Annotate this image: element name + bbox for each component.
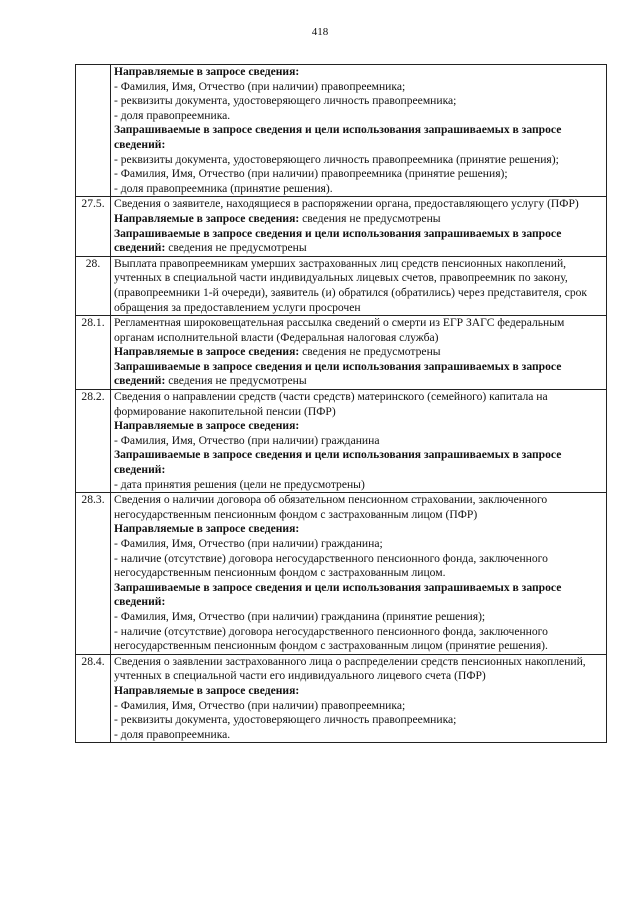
row-content [111, 316, 607, 390]
text-line [114, 655, 603, 684]
table-row [76, 256, 607, 315]
table-row [76, 390, 607, 493]
row-content [111, 493, 607, 655]
row-number: 28. [76, 256, 111, 315]
bold-text: Запрашиваемые в запросе сведения и цели использования запрашиваемых в запросе сведений: [114, 123, 562, 151]
bold-text: Запрашиваемые в запросе сведения и цели использования запрашиваемых в запросе сведений: [114, 448, 562, 477]
tail-text: сведения не предусмотрены [299, 211, 441, 225]
text-line [114, 625, 603, 654]
section-heading [114, 123, 603, 152]
text-line [114, 390, 603, 419]
plain-text: - Фамилия, Имя, Отчество (при наличии) гражданина; [114, 537, 383, 550]
plain-text: Сведения о заявителе, находящиеся в распоряжении органа, предоставляющего услугу (ПФР) [114, 197, 579, 211]
plain-text: Сведения о наличии договора об обязательном пенсионном страховании, заключенного негосударственным пенсионным фондом с застрахованным лицом (ПФР) [114, 493, 548, 521]
plain-text: - реквизиты документа, удостоверяющего личность правопреемника (принятие решения); [114, 152, 559, 166]
row-number: 27.5. [76, 197, 111, 256]
tail-text: сведения не предусмотрены [165, 374, 307, 388]
text-line [114, 434, 603, 449]
section-heading [114, 65, 603, 80]
bold-text: Направляемые в запросе сведения: [114, 345, 300, 359]
text-line [114, 257, 603, 315]
plain-text: Сведения о заявлении застрахованного лица о распределении средств пенсионных накоплений, учтенных в специальной части его индивидуального лицевого счета (ПФР) [114, 654, 586, 683]
bold-text: Направляемые в запросе сведения: [114, 522, 300, 536]
section-heading [114, 212, 603, 227]
section-heading [114, 345, 603, 360]
plain-text: - доля правопреемника (принятие решения). [114, 181, 333, 195]
section-heading [114, 419, 603, 434]
row-content [111, 654, 607, 743]
row-number: 28.3. [76, 493, 111, 655]
text-line [114, 610, 603, 625]
plain-text: - Фамилия, Имя, Отчество (при наличии) правопреемника (принятие решения); [114, 167, 508, 181]
text-line [114, 94, 603, 109]
bold-text: Запрашиваемые в запросе сведения и цели использования запрашиваемых в запросе сведений: [114, 226, 562, 255]
plain-text: Выплата правопреемникам умерших застрахованных лиц средств пенсионных накоплений, учтенных в специальной части индивидуальных лицевых счетов, правопреемник по закону, (правопреемники 1-й очереди), заявитель (и) обратился (обратились) через представителя, срок обращения за предоставлением услуги просрочен [114, 256, 588, 314]
section-heading [114, 227, 603, 256]
plain-text: - реквизиты документа, удостоверяющего личность правопреемника; [114, 713, 457, 727]
plain-text: - дата принятия решения (цели не предусмотрены) [114, 477, 365, 491]
plain-text: Сведения о направлении средств (части средств) материнского (семейного) капитала на формирование накопительной пенсии (ПФР) [114, 390, 548, 418]
bold-text: Направляемые в запросе сведения: [114, 419, 300, 433]
plain-text: - наличие (отсутствие) договора негосударственного пенсионного фонда, заключенного негосударственным пенсионным фондом с застрахованным лицом. [114, 551, 548, 580]
text-line [114, 153, 603, 168]
text-line [114, 699, 603, 714]
section-heading [114, 581, 603, 610]
plain-text: - доля правопреемника. [114, 108, 231, 122]
text-line [114, 80, 603, 95]
table-row [76, 65, 607, 197]
bold-text: Запрашиваемые в запросе сведения и цели использования запрашиваемых в запросе сведений: [114, 359, 562, 388]
text-line [114, 167, 603, 182]
plain-text: - Фамилия, Имя, Отчество (при наличии) гражданина [114, 433, 380, 447]
section-heading [114, 448, 603, 477]
row-number: 28.2. [76, 390, 111, 493]
row-content [111, 256, 607, 315]
row-number [76, 65, 111, 197]
row-number: 28.1. [76, 316, 111, 390]
table-row [76, 493, 607, 655]
plain-text: - реквизиты документа, удостоверяющего личность правопреемника; [114, 94, 457, 108]
text-line [114, 728, 603, 743]
bold-text: Направляемые в запросе сведения: [114, 211, 300, 225]
row-content [111, 390, 607, 493]
table-row [76, 654, 607, 743]
plain-text: Регламентная широковещательная рассылка сведений о смерти из ЕГР ЗАГС федеральным органам исполнительной власти (Федеральная налоговая служба) [114, 316, 565, 344]
table-row [76, 316, 607, 390]
text-line [114, 478, 603, 493]
section-heading [114, 684, 603, 699]
section-heading [114, 360, 603, 389]
services-table [75, 64, 607, 743]
text-line [114, 537, 603, 552]
text-line [114, 552, 603, 581]
text-line [114, 109, 603, 124]
table-row [76, 197, 607, 256]
plain-text: - Фамилия, Имя, Отчество (при наличии) правопреемника; [114, 79, 406, 93]
plain-text: - Фамилия, Имя, Отчество (при наличии) правопреемника; [114, 698, 406, 712]
row-number: 28.4. [76, 654, 111, 743]
bold-text: Запрашиваемые в запросе сведения и цели использования запрашиваемых в запросе сведений: [114, 580, 562, 609]
plain-text: - наличие (отсутствие) договора негосударственного пенсионного фонда, заключенного негосударственным пенсионным фондом с застрахованным лицом (принятие решения). [114, 624, 548, 653]
row-content [111, 197, 607, 256]
plain-text: - Фамилия, Имя, Отчество (при наличии) гражданина (принятие решения); [114, 609, 486, 623]
text-line [114, 493, 603, 522]
text-line [114, 197, 603, 212]
tail-text: сведения не предусмотрены [165, 241, 307, 255]
row-content [111, 65, 607, 197]
page-number: 418 [311, 26, 329, 38]
text-line [114, 316, 603, 345]
text-line [114, 182, 603, 197]
bold-text: Направляемые в запросе сведения: [114, 65, 300, 78]
plain-text: - доля правопреемника. [114, 727, 231, 741]
bold-text: Направляемые в запросе сведения: [114, 683, 300, 697]
text-line [114, 713, 603, 728]
tail-text: сведения не предусмотрены [299, 345, 441, 359]
section-heading [114, 522, 603, 537]
